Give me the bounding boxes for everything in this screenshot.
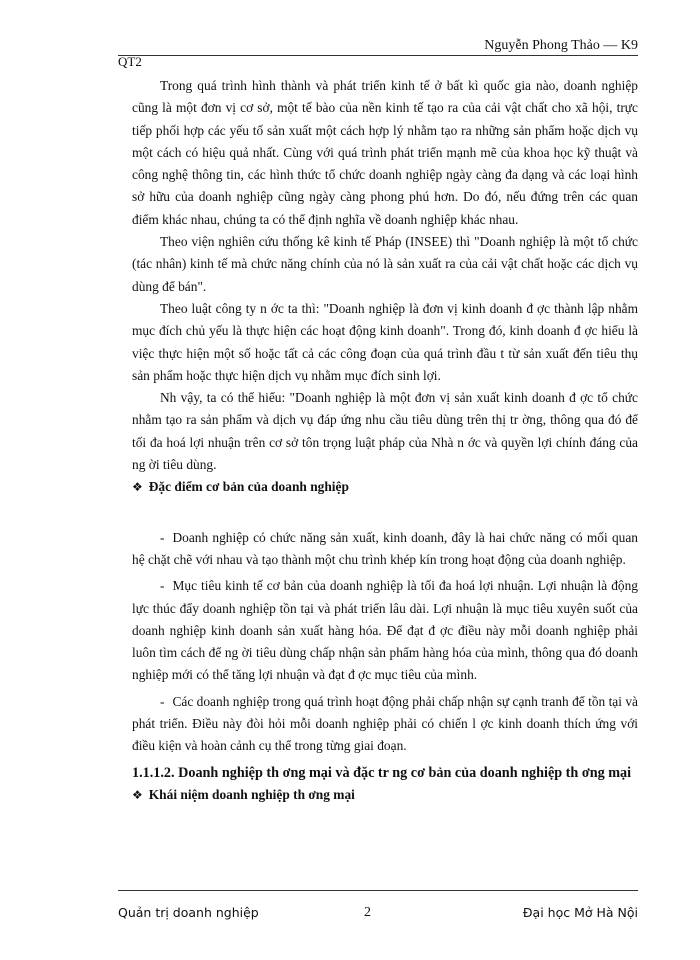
bullet-item (132, 691, 638, 758)
spacer (132, 499, 638, 523)
bullet-text: Doanh nghiệp có chức năng sản xuất, kinh doanh, đây là hai chức năng có mối quan hệ chặt chẽ với nhau và tạo thành một chu trình khép kín trong hoạt động của doanh nghiệp. (132, 529, 638, 567)
bullet-item (132, 575, 638, 686)
paragraph-1: Trong quá trình hình thành và phát triển kinh tế ở bất kì quốc gia nào, doanh nghiệp cũng là một đơn vị cơ sở, một tế bào của nền kinh tế tạo ra của cải vật chất cho xã hội, trực tiếp phối hợp các yếu tố sản xuất một cách hợp lý nhằm tạo ra những sản phẩm hoặc dịch vụ một cách có hiệu quả nhất. Cùng với quá trình phát triển mạnh mẽ của khoa học kỹ thuật và công nghệ thông tin, các hình thức tổ chức doanh nghiệp ngày càng đa dạng và các loại hình sở hữu của doanh nghiệp cũng ngày càng phong phú hơn. Do đó, nếu đứng trên các quan điểm khác nhau, chúng ta có thể định nghĩa về doanh nghiệp khác nhau. (132, 78, 638, 227)
diamond-bullet-icon: ❖ (132, 788, 143, 803)
page-footer (118, 893, 638, 923)
paragraph-3: Theo luật công ty n ớc ta thì: "Doanh nghiệp là đơn vị kinh doanh đ ợc thành lập nhằm mục đích chủ yếu là thực hiện các hoạt động kinh doanh". Trong đó, kinh doanh đ ợc hiểu là việc thực hiện một số hoặc tất cả các công đoạn của quá trình đầu t từ sản xuất đến tiêu thụ sản phẩm hoặc thực hiện dịch vụ nhằm mục đích sinh lợi. (132, 300, 638, 383)
subsection-heading: 1.1.1.2. Doanh nghiệp th ơng mại và đặc tr ng cơ bản của doanh nghiệp th ơng mại (132, 764, 632, 781)
dash-bullet-icon: - (160, 578, 165, 594)
diamond-bullet-icon: ❖ (132, 480, 143, 495)
footer-university: Đại học Mở Hà Nội (522, 905, 638, 920)
footer-course: Quản trị doanh nghiệp (118, 905, 259, 920)
paragraph-2: Theo viện nghiên cứu thống kê kinh tế Pháp (INSEE) thì "Doanh nghiệp là một tổ chức (tác nhân) kinh tế mà chức năng chính của nó là sản xuất ra của cải vật chất hoặc các dịch vụ dùng để bán". (132, 234, 638, 294)
header-author: Nguyễn Phong Thảo — K9 (484, 38, 638, 53)
dash-bullet-icon: - (160, 693, 165, 709)
document-body (132, 75, 638, 806)
section-heading-characteristics (132, 476, 638, 498)
header-rule (118, 55, 638, 56)
section-heading-text: Khái niệm doanh nghiệp th ơng mại (148, 787, 355, 803)
page-header (118, 38, 638, 68)
header-class-code: QT2 (118, 54, 142, 69)
bullet-text: Các doanh nghiệp trong quá trình hoạt động phải chấp nhận sự cạnh tranh để tồn tại và phát triển. Điều này đòi hỏi mỗi doanh nghiệp phải có chiến l ợc kinh doanh thích ứng với điều kiện và hoàn cảnh cụ thể trong từng giai đoạn. (132, 693, 638, 754)
section-heading-concept (132, 784, 638, 806)
footer-rule (118, 890, 638, 891)
dash-bullet-icon: - (160, 529, 165, 545)
page-number: 2 (364, 905, 371, 920)
section-heading-text: Đặc điểm cơ bản của doanh nghiệp (148, 479, 349, 495)
bullet-text: Mục tiêu kinh tế cơ bản của doanh nghiệp là tối đa hoá lợi nhuận. Lợi nhuận là động lực thúc đẩy doanh nghiệp tồn tại và phát triển lâu dài. Lợi nhuận là mục tiêu xuyên suốt của doanh nghiệp kinh doanh sản xuất hàng hóa. Để đạt đ ợc điều này mỗi doanh nghiệp phải luôn tìm cách để ng ời tiêu dùng chấp nhận sản phẩm hàng hóa của mình, thông qua đó doanh nghiệp mới có thể tăng lợi nhuận và đạt đ ợc mục tiêu của mình. (132, 578, 638, 683)
bullet-item (132, 527, 638, 572)
paragraph-4: Nh vậy, ta có thể hiểu: "Doanh nghiệp là một đơn vị sản xuất kinh doanh đ ợc tổ chức nhằm tạo ra sản phẩm và dịch vụ đáp ứng nhu cầu tiêu dùng trên thị tr ờng, thông qua đó để tối đa hoá lợi nhuận trên cơ sở tôn trọng luật pháp của Nhà n ớc và quyền lợi chính đáng của ng ời tiêu dùng. (132, 390, 638, 473)
